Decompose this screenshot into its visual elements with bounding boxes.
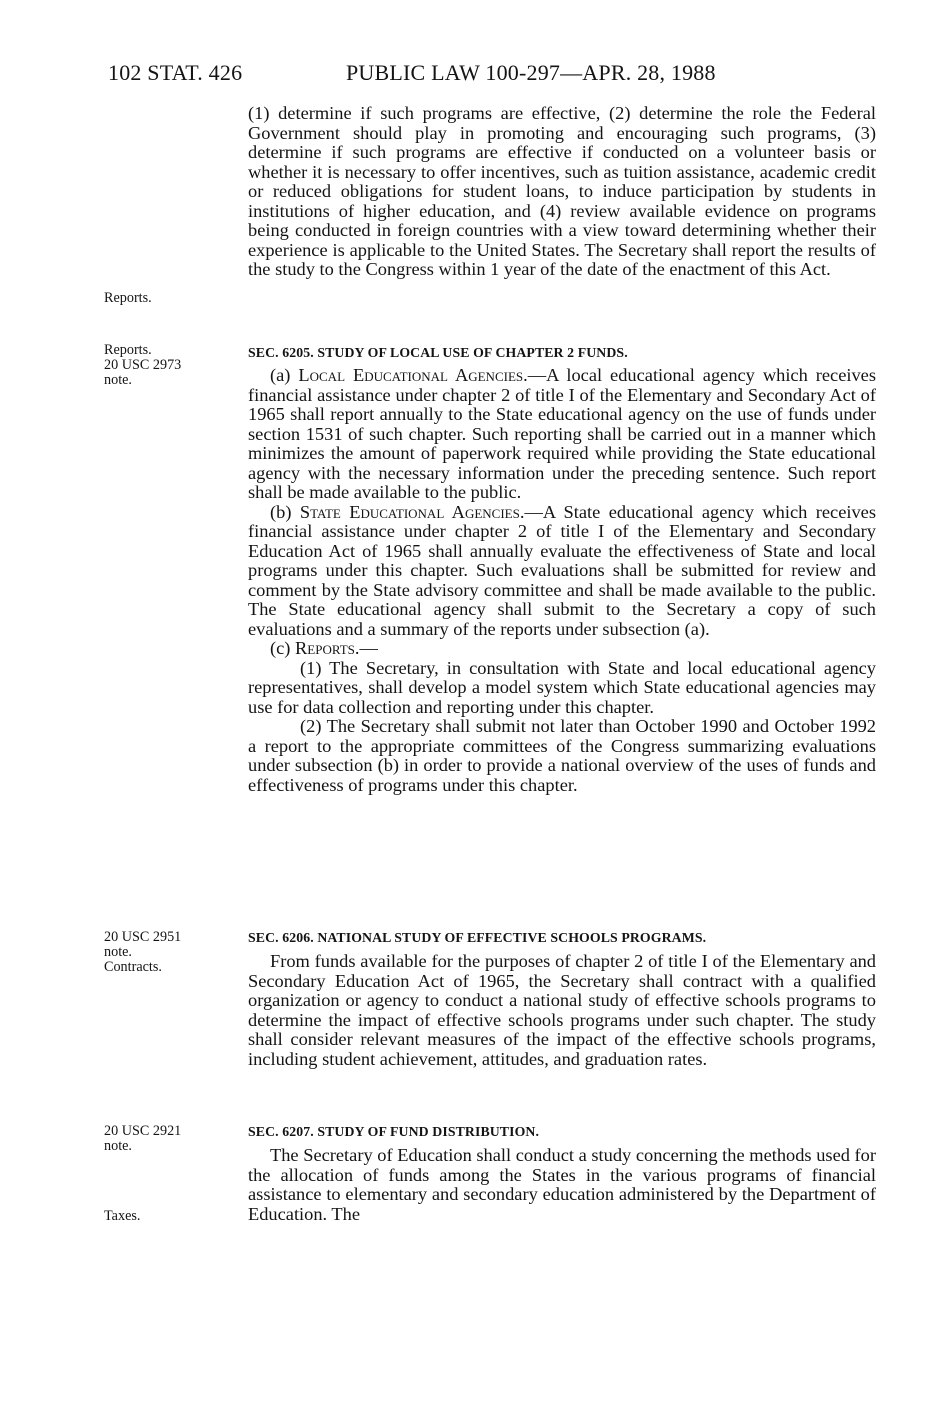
section-6206-body: From funds available for the purposes of chapter 2 of title I of the Elementary and Secondary Education Act of 1965, the Secretary shall contract with a qualified organization or agency to conduct a national study of effective schools programs to determine the impact of effective schools programs under such chapter. The study shall consider relevant measures of the impact of the effective schools programs, including student achievement, attitudes, and graduation rates. [248,951,876,1069]
subsection-b: (b) State Educational Agencies.—A State educational agency which receives financial assistance under chapter 2 of title I of the Elementary and Secondary Education Act of 1965 shall annually evaluate the effectiveness of State and local programs under this chapter. Such evaluations shall be submitted for review and comment by the State advisory committee and shall be made available to the public. The State educational agency shall submit to the Secretary a copy of such evaluations and a summary of the reports under subsection (a). [248,501,876,639]
subsection-a-title: Local Educational Agencies. [298,365,528,385]
section-6205-body [248,366,876,795]
margin-note-usc-2921: 20 USC 2921 note. [104,1123,182,1154]
intro-paragraph: (1) determine if such programs are effective, (2) determine the role the Federal Government should play in promoting and encouraging such programs, (3) determine if such programs are effective if conducted on a volunteer basis or whether it is necessary to offer incentives, such as tuition assistance, academic credit or reduced obligations for student loans, to induce participation by students in institutions of higher education, and (4) review available evidence on programs being conducted in foreign countries with a view toward determining whether their experience is applicable to the United States. The Secretary shall report the results of the study to the Congress within 1 year of the date of the enactment of this Act. [248,103,876,279]
paragraph-c2: (2) The Secretary shall submit not later than October 1990 and October 1992 a report to the appropriate committees of the Congress summarizing evaluations under subsection (b) in order to provide a national overview of the uses of funds and effectiveness of programs under this chapter. [248,716,876,795]
stat-page-number: 102 STAT. 426 [108,60,243,85]
subsection-a: (a) Local Educational Agencies.—A local educational agency which receives financial assistance under chapter 2 of title I of the Elementary and Secondary Act of 1965 shall report annually to the State educational agency on the use of funds under section 1531 of such chapter. Such reporting shall be carried out in a manner which minimizes the amount of paperwork required while providing the State educational agency with the necessary information under the preceding sentence. Such report shall be made available to the public. [248,365,876,502]
paragraph-c1: (1) The Secretary, in consultation with State and local educational agency representatives, shall develop a model system which State educational agencies may use for data collection and reporting under this chapter. [248,657,876,717]
subsection-c-title: Reports. [295,638,360,658]
margin-note-usc-2951: 20 USC 2951 note. Contracts. [104,929,182,975]
section-6207-heading: SEC. 6207. STUDY OF FUND DISTRIBUTION. [248,1124,540,1139]
margin-note-reports-1: Reports. [104,290,152,306]
public-law-citation: PUBLIC LAW 100-297—APR. 28, 1988 [346,60,716,85]
section-6205-heading: SEC. 6205. STUDY OF LOCAL USE OF CHAPTER 2 FUNDS. [248,345,628,360]
section-6207-body: The Secretary of Education shall conduct a study concerning the methods used for the allocation of funds among the States in the various programs of financial assistance to elementary and secondary education administered by the Department of Education. The [248,1145,876,1224]
running-header [108,60,768,94]
margin-note-reports-2: Reports. 20 USC 2973 note. [104,342,182,388]
subsection-b-title: State Educational Agencies. [299,501,525,522]
subsection-c: (c) Reports.— [270,638,378,658]
section-6206-heading: SEC. 6206. NATIONAL STUDY OF EFFECTIVE SCHOOLS PROGRAMS. [248,930,707,945]
margin-note-taxes: Taxes. [104,1208,141,1224]
